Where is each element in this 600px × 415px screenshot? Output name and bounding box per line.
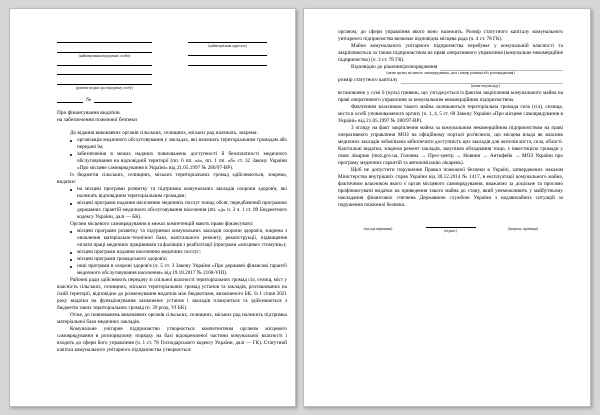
paragraph: До відання виконавчих органів сільських, селищних, міських рад належать, зокрема: [70, 130, 258, 136]
signature-sign [421, 227, 481, 234]
fill-in-row [338, 64, 563, 71]
org-requisites-caption: (реквізити/дані про юридичну особу) [75, 85, 134, 90]
paragraph: Фактичним власником такого майна залишаються територіальна громада села (сіл), селища, міста в особі уповноваженого органу (ч. 1, 4, 5 ст. 60 Закону України «Про місцеве самоврядування в Україні» від 21.05.1997 № 280/97-ВР). [338, 104, 563, 125]
bullet-item: місцеві програми громадського здоров'я; [77, 256, 287, 263]
paragraph: Щоб не допустити порушення Правил пожежної безпеки в Україні, затверджених наказом Міністерства внутрішніх справ України від 30.12.2014 № 1417, в експлуатації комунального майна, фактичним власником якого є орган місцевого самоврядування, вважаємо за доцільне та просимо профінансувати видатки на приведення такого майна до стану, який унеможливить у майбутньому накладання фінансових стягнень Державною службою України з надзвичайних ситуацій за порушення пожежної безпеки. [338, 167, 563, 209]
signature-position-caption: (посада керівника) [363, 227, 393, 232]
fill-in-line [188, 65, 267, 66]
document-title [57, 110, 287, 124]
bullet-item: організація медичного обслуговування у закладах, які належать територіальним громадам або передані їм; [77, 137, 287, 150]
signature-position [338, 227, 418, 234]
sender-block [57, 42, 152, 90]
paragraph: Із бюджетів сільських, селищних, міських територіальних громад здійснюються, зокрема, видатки: [57, 172, 287, 185]
paragraph: Районні ради здійснюють передачу зі спільної власності територіальних громад сіл, селищ, міст у власність сільських, селищних, міських територіальних громад установ та закладів, розташованих на їхній території, відповідно до розмежування видатків між бюджетами, визначеного БК. Із 1 січня 2021 року видатки на функціонування зазначених установ і закладів плануються та здійснюються з бюджетів таких територіальних громад (п. 39 розд. VI БК). [57, 277, 287, 311]
bullet-item: інші програми в охороні здоров'я (ч. 5 ст. 3 Закону України «Про державні фінансові гарантії медичного обслуговування населення» від 19.10.2017 № 2168-VIII). [77, 263, 287, 276]
number-sign: № [86, 97, 92, 103]
signature-name-caption: (ініціали, прізвище) [507, 227, 539, 232]
fill-in-caption: (назва медзакладу) [471, 84, 500, 89]
bullet-list [57, 137, 287, 172]
bullet-item: на місцеві програми розвитку та підтримки комунальних закладів охорони здоров'я, які належать відповідним територіальним громадам; [77, 186, 287, 199]
addressee-caption: (найменування адресата) [208, 44, 247, 48]
fill-in-label: розмір статутного капіталу [338, 77, 398, 84]
page-2-body [338, 29, 563, 209]
fill-in-line [57, 65, 152, 66]
number-fill-line [94, 97, 132, 103]
date-fill-line [57, 97, 83, 103]
fill-in-line [57, 74, 152, 75]
signature-line [426, 227, 476, 228]
bullet-list [57, 228, 287, 277]
bullet-list [57, 186, 287, 221]
document-page-1 [9, 8, 296, 407]
signature-name [483, 227, 563, 234]
fill-in-row [338, 77, 563, 84]
fill-in-line [188, 42, 267, 43]
fill-in-label: Відповідно до рішення/розпорядження [351, 64, 438, 70]
fill-in-caption: (назва органу місцевого самоврядування, дата і номер рішення або розпорядження) [386, 71, 515, 75]
paragraph: органом, до сфери управління якого воно належить. Розмір статутного капіталу комунального унітарного підприємства визначає відповідна місцева рада (ч. 4 ст. 78 ГК). [338, 29, 563, 42]
paragraph: Комунальне унітарне підприємство утворюється компетентним органом місцевого самоврядування в розпорядчому порядку на базі відокремленої частини комунальної власності і входить до сфери його управління (ч. 1 ст. 78 Господарського кодексу України, далі — ГК). Статутний капітал комунального унітарного підприємства утворюється [57, 326, 287, 353]
signature-block [338, 227, 563, 234]
org-name-caption: (найменування юридичної особи) [78, 53, 131, 58]
page-1-body [57, 130, 287, 354]
document-title-line-2: на забезпечення пожежної безпеки [57, 117, 137, 123]
paragraph: Майно комунального унітарного підприємства перебуває у комунальній власності та закріплюються за таким підприємством на праві оперативного управління (комунальне некомерційне підприємство) (ч. 3 ст. 78 ГК). [338, 43, 563, 63]
fill-in-line [57, 84, 152, 85]
fill-in-line [188, 55, 267, 56]
bullet-item: місцеві програми розвитку та підтримки комунальних закладів охорони здоров'я, зокрема з оновлення матеріально-технічної бази, капітального ремонту, реконструкції, підвищення оплати праці медичних працівників та фахівців з реабілітації (програми «місцевих стимулів»); [77, 228, 287, 248]
signature-sign-caption: (підпис) [444, 229, 457, 234]
document-title-line-1: Про фінансування видатків [57, 110, 120, 116]
paragraph: Отже, до повноважень виконавчих органів сільських, селищних, міських рад належить підтримка матеріальної бази медичних закладів. [57, 312, 287, 325]
bullet-item: місцеві програми надання населенню медичних послуг; [77, 249, 287, 256]
paragraph: Органи місцевого самоврядування в межах компетенцій мають право фінансувати: [70, 221, 254, 227]
letterhead-form [57, 42, 287, 90]
fill-in-line [57, 52, 152, 53]
addressee-block [188, 42, 267, 90]
date-number-row [57, 97, 287, 103]
paragraph: З огляду на факт закріплення майна за комунальним некомерційним підприємством на праві оперативного управління МОЗ на офіційному порталі роз'яснило, що місцева влада як власник медичних закладів зобов'язана забезпечити доступність цих закладів для жителів міста, села, області. Капітальні видатки, зокрема ремонт закладів, закупівля обладнання тощо, є інвестицією громади у свою лікарню (moz.gov.ua, Головна → Прес-центр → Новини → Антифейк → МОЗ України про програму медичних гарантій та автономізацію лікарень). [338, 125, 563, 167]
fill-in-line [57, 42, 152, 43]
bullet-item: місцеві програми надання населенню медичних послуг понад обсяг, передбачений програмою державних гарантій медичного обслуговування населення (пп. «д» п. 3 ч. 1 ст. 89 Бюджетного кодексу України, далі — БК). [77, 200, 287, 220]
paragraph: встановлено у сумі 0 (нуль) гривень, що узгоджується із фактом закріплення комунального майна на праві оперативного управління за комунальним некомерційним підприємством. [338, 90, 563, 104]
document-page-2 [303, 8, 591, 407]
bullet-item: забезпечення в межах наданих повноважень доступності й безоплатності медичного обслуговування на відповідній території (пп. 6 пп. «а», пп. 1 пп. «б» ст. 32 Закону України «Про місцеве самоврядування в Україні» від 21.05.1997 № 280/97-ВР). [77, 151, 287, 171]
